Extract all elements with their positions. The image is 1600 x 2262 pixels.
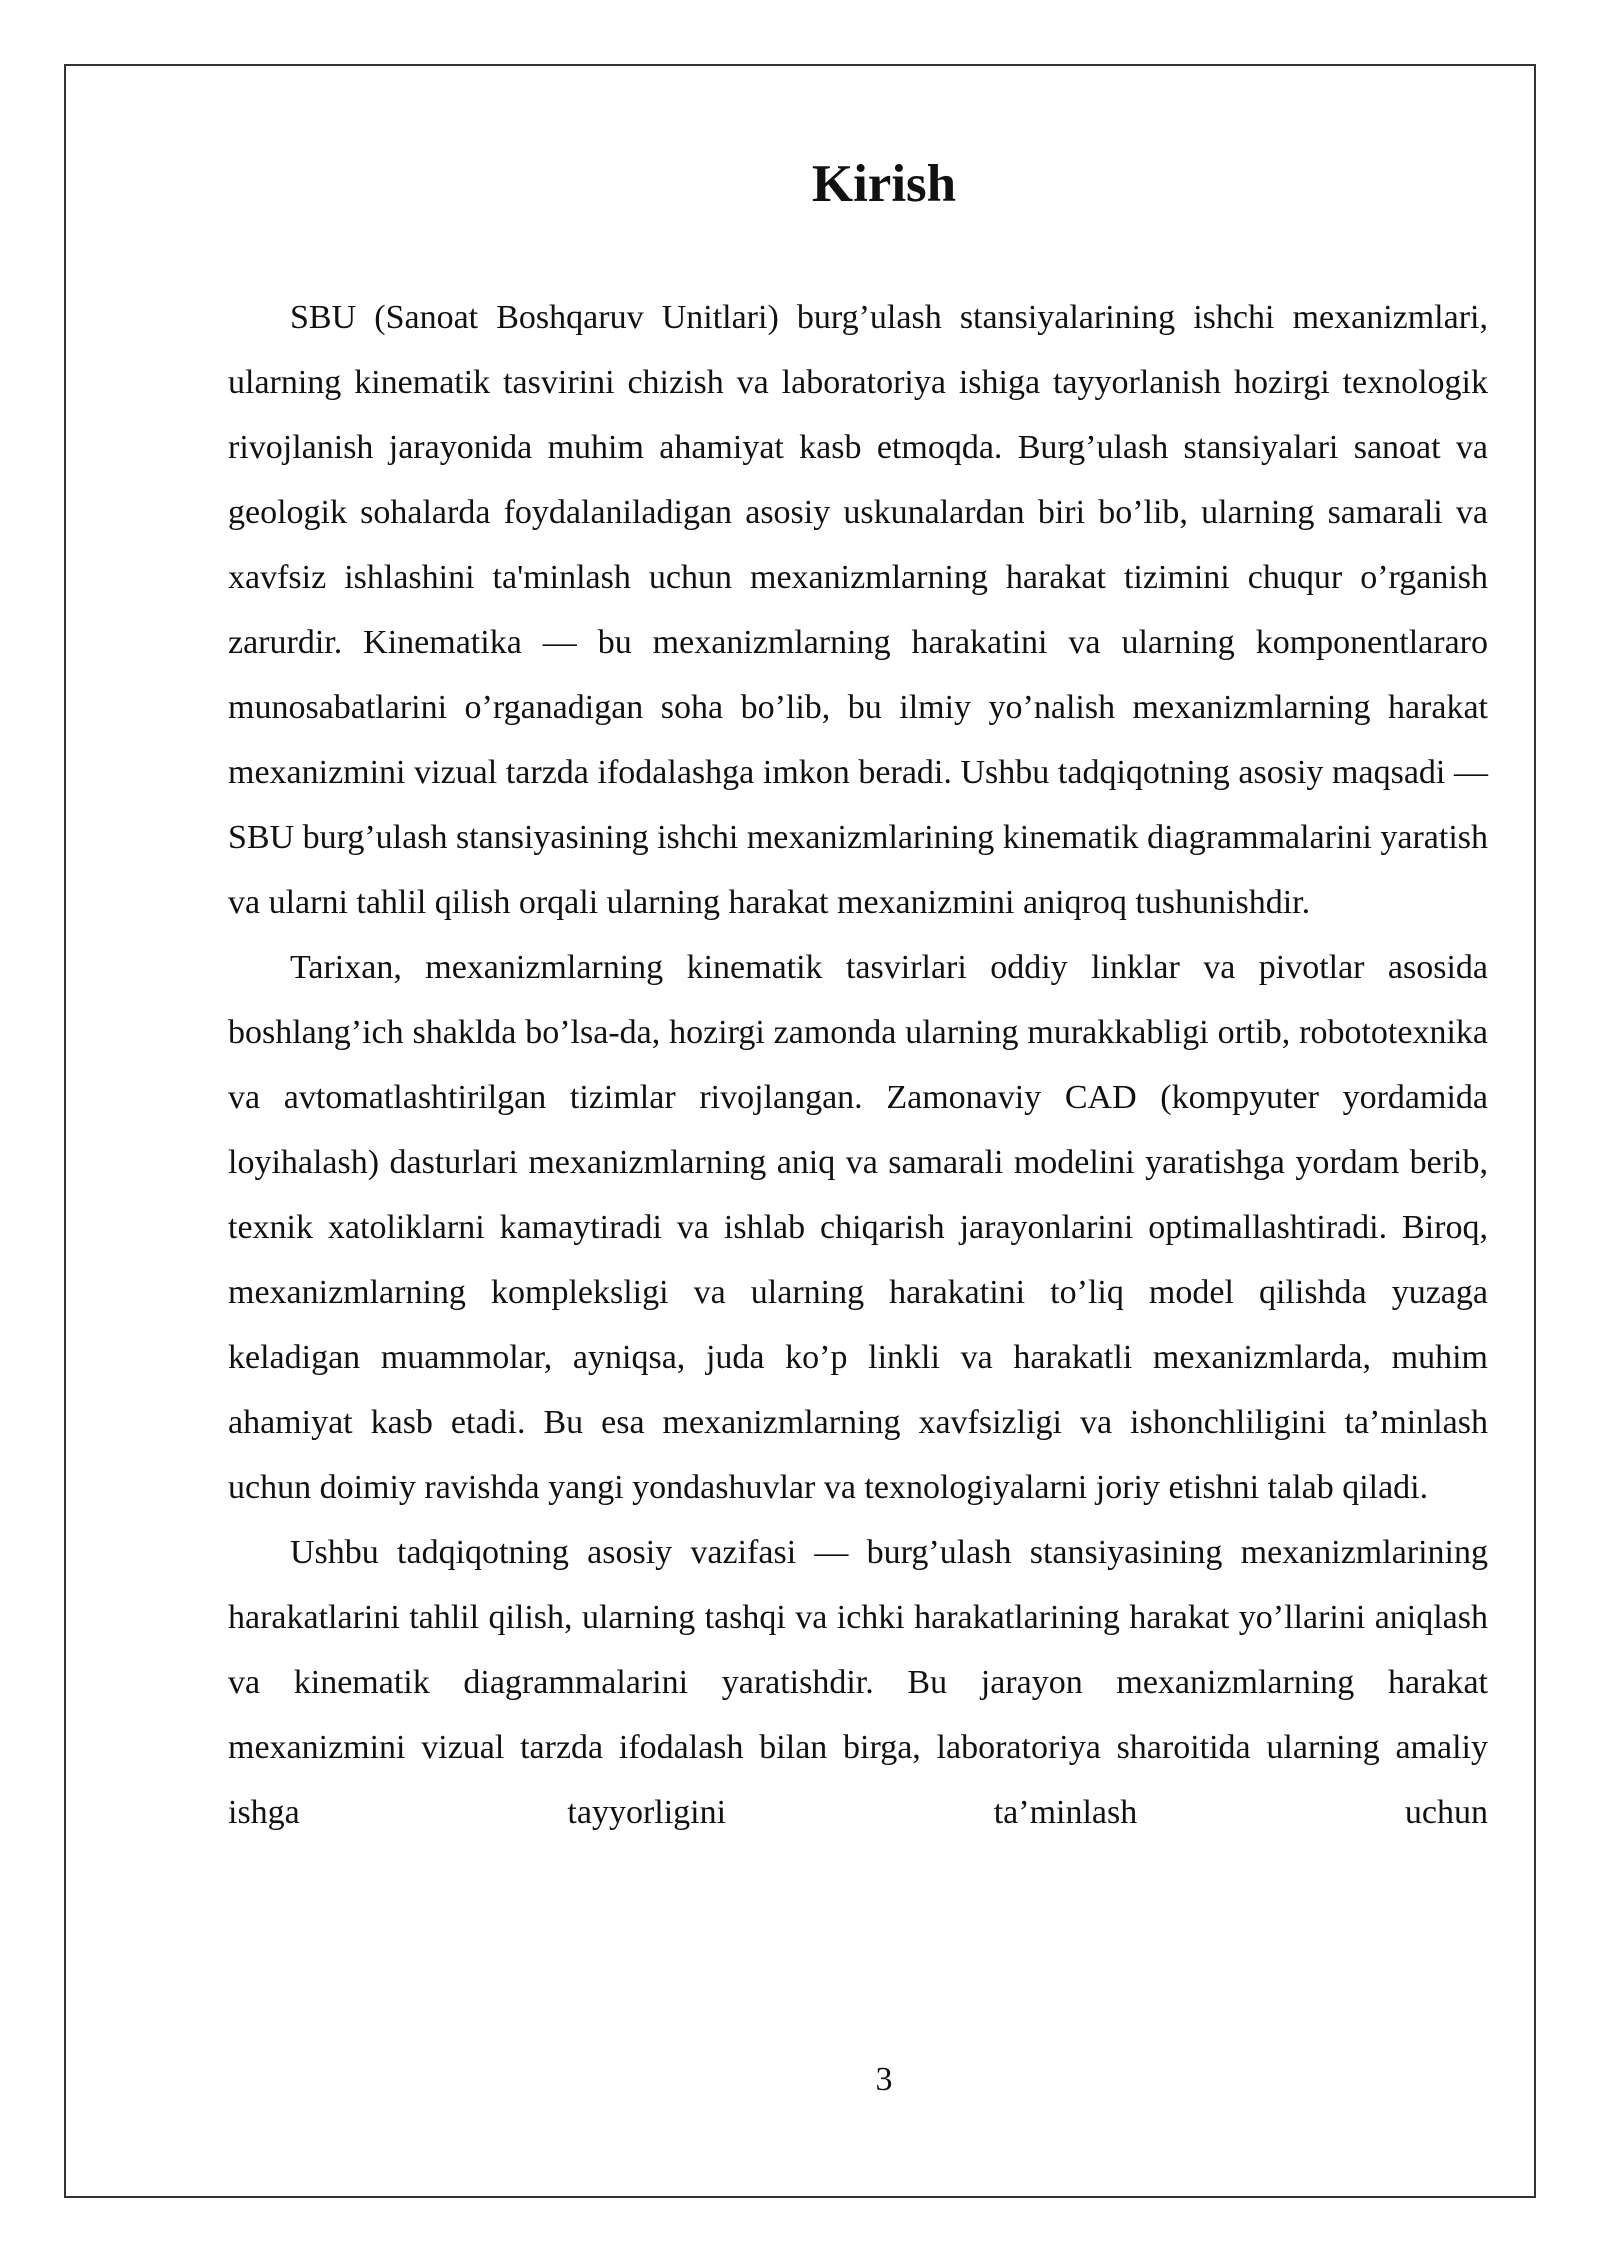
page-number: 3: [875, 2061, 893, 2098]
paragraph-3: Ushbu tadqiqotning asosiy vazifasi — burg’ulash stansiyasining mexanizmlarining harakatlarini tahlil qilish, ularning tashqi va ichki harakatlarining harakat yo’llarini aniqlash va kinematik diagrammalarini yaratishdir. Bu jarayon mexanizmlarning harakat mexanizmini vizual tarzda ifodalash bilan birga, laboratoriya sharoitida ularning amaliy ishga tayyorligini ta’minlash uchun: [228, 1534, 1488, 1831]
paragraph-1: SBU (Sanoat Boshqaruv Unitlari) burg’ulash stansiyalarining ishchi mexanizmlari, ularning kinematik tasvirini chizish va laboratoriya ishiga tayyorlanish hozirgi texnologik rivojlanish jarayonida muhim ahamiyat kasb etmoqda. Burg’ulash stansiyalari sanoat va geologik sohalarda foydalaniladigan asosiy uskunalardan biri bo’lib, ularning samarali va xavfsiz ishlashini ta'minlash uchun mexanizmlarning harakat tizimini chuqur o’rganish zarurdir. Kinematika — bu mexanizmlarning harakatini va ularning komponentlararo munosabatlarini o’rganadigan soha bo’lib, bu ilmiy yo’nalish mexanizmlarning harakat mexanizmini vizual tarzda ifodalashga imkon beradi. Ushbu tadqiqotning asosiy maqsadi — SBU burg’ulash stansiyasining ishchi mexanizmlarining kinematik diagrammalarini yaratish va ularni tahlil qilish orqali ularning harakat mexanizmini aniqroq tushunishdir.: [228, 299, 1488, 921]
page-title: Kirish: [811, 155, 957, 213]
body-text: [228, 285, 1488, 1845]
paragraph-2: Tarixan, mexanizmlarning kinematik tasvirlari oddiy linklar va pivotlar asosida boshlang’ich shaklda bo’lsa-da, hozirgi zamonda ularning murakkabligi ortib, robototexnika va avtomatlashtirilgan tizimlar rivojlangan. Zamonaviy CAD (kompyuter yordamida loyihalash) dasturlari mexanizmlarning aniq va samarali modelini yaratishga yordam berib, texnik xatoliklarni kamaytiradi va ishlab chiqarish jarayonlarini optimallashtiradi. Biroq, mexanizmlarning kompleksligi va ularning harakatini to’liq model qilishda yuzaga keladigan muammolar, ayniqsa, juda ko’p linkli va harakatli mexanizmlarda, muhim ahamiyat kasb etadi. Bu esa mexanizmlarning xavfsizligi va ishonchliligini ta’minlash uchun doimiy ravishda yangi yondashuvlar va texnologiyalarni joriy etishni talab qiladi.: [228, 949, 1488, 1506]
